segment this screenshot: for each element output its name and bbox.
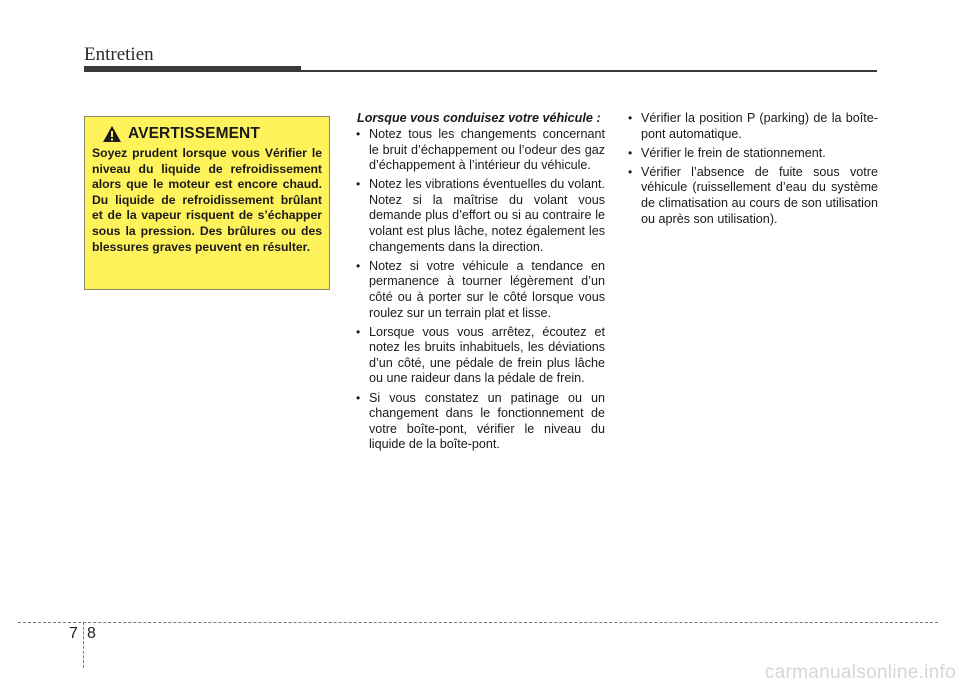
chapter-number: 7 [69, 625, 78, 642]
list-item: • Notez tous les changements concernant le bruit d’échappement ou l’odeur des gaz d’échappement à l’intérieur du véhicule. [356, 127, 605, 173]
vehicle-checklist [625, 111, 878, 227]
list-item: • Vérifier le frein de stationnement. [628, 145, 826, 160]
footer-divider [18, 622, 938, 623]
right-column [625, 111, 878, 231]
footer-page-separator [83, 622, 84, 668]
header-rule-thick [84, 66, 301, 72]
header-rule-thin [301, 70, 877, 72]
list-item: • Lorsque vous vous arrêtez, écoutez et notez les bruits inhabituels, les déviations d’un côté, une pédale de frein plus lâche ou une raideur dans la pédale de frein. [356, 324, 605, 386]
driving-subheading: Lorsque vous conduisez votre véhicule : [357, 111, 601, 125]
warning-title: AVERTISSEMENT [128, 125, 260, 142]
driving-checklist [353, 127, 605, 453]
list-item: • Notez les vibrations éventuelles du volant. Notez si la maîtrise du volant vous demande plus d’effort ou si au contraire le volant est plus lâche, notez également les changements dans la direction. [356, 177, 605, 254]
list-item: • Notez si votre véhicule a tendance en permanence à tourner légèrement d’un côté ou à porter sur le côté lorsque vous roulez sur un terrain plat et lisse. [356, 258, 605, 320]
page-section-title: Entretien [84, 44, 154, 65]
warning-triangle-icon [102, 125, 122, 143]
warning-text: Soyez prudent lorsque vous Vérifier le niveau du liquide de refroidissement alors que le moteur est encore chaud. Du liquide de refroidissement brûlant et de la vapeur risquent de s’échapper sous la pression. Des brûlures ou des blessures graves peuvent en résulter. [92, 146, 322, 254]
list-item: • Vérifier l’absence de fuite sous votre véhicule (ruissellement d’eau du système de climatisation au cours de son utilisation ou après son utilisation). [628, 164, 878, 226]
warning-box [84, 116, 330, 290]
warning-header [102, 123, 322, 145]
middle-column [353, 111, 605, 456]
list-item: • Vérifier la position P (parking) de la boîte-pont automatique. [628, 111, 878, 141]
list-item: • Si vous constatez un patinage ou un changement dans le fonctionnement de votre boîte-pont, vérifier le niveau du liquide de la boîte-pont. [356, 390, 605, 452]
page-number: 8 [87, 625, 96, 642]
watermark: carmanualsonline.info [764, 662, 956, 683]
